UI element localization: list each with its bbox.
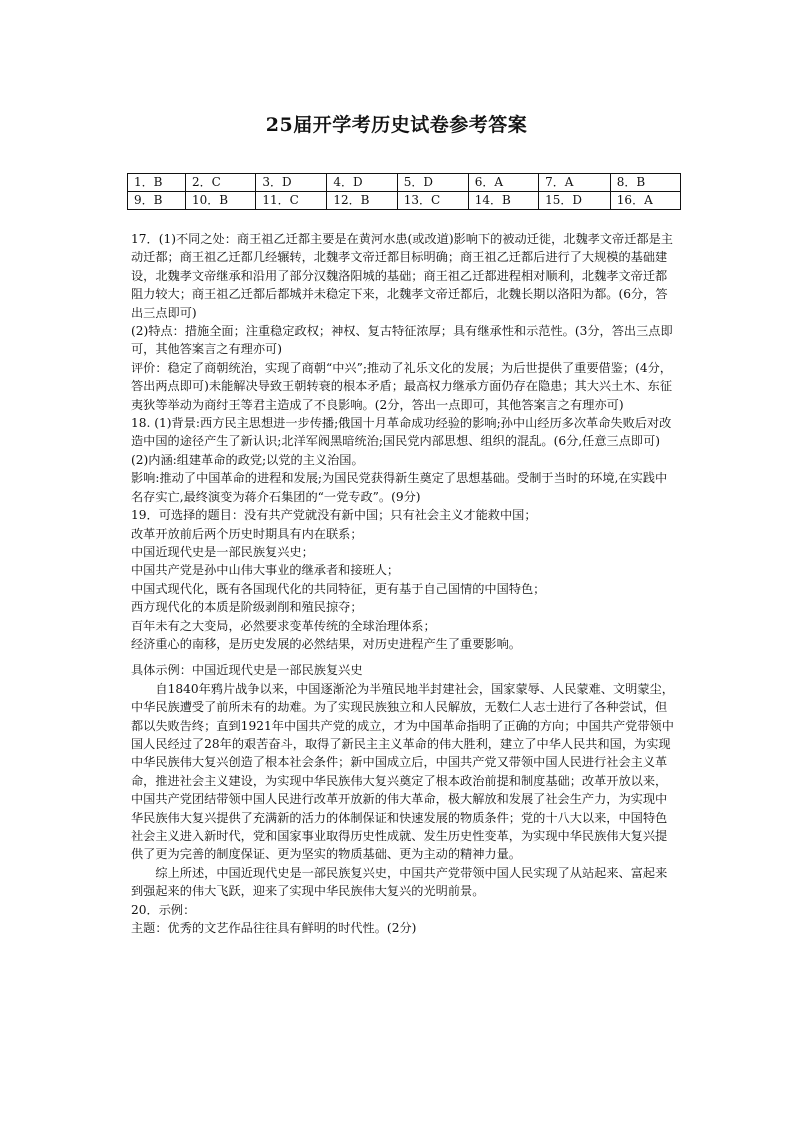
- page-title: 25届开学考历史试卷参考答案: [265, 114, 528, 136]
- answer-cell: 3．D: [256, 174, 327, 192]
- answer-cell: 13．C: [397, 192, 468, 210]
- spacer: [131, 653, 679, 661]
- q17-part1: 17．(1)不同之处：商王祖乙迁都主要是在黄河水患(或改道)影响下的被动迁徙，北魏孝文帝迁都是主动迁都；商王祖乙迁都几经辗转，北魏孝文帝迁都目标明确；商王祖乙迁都后进行了大规模的基础建设，北魏孝文帝继承和沿用了部分汉魏洛阳城的基础；商王祖乙迁都进程相对顺利，北魏孝文帝迁都阻力较大；商王祖乙迁都后都城并未稳定下来，北魏孝文帝迁都后，北魏长期以洛阳为都。(6分，答出三点即可): [131, 232, 673, 320]
- answer-explanations: [131, 230, 679, 937]
- q19-example-body: 自1840年鸦片战争以来，中国逐渐沦为半殖民地半封建社会，国家蒙辱、人民蒙难、文明蒙尘，中华民族遭受了前所未有的劫难。为了实现民族独立和人民解放，无数仁人志士进行了各种尝试，但都以失败告终；直到1921年中国共产党的成立，才为中国革命指明了正确的方向；中国共产党带领中国人民经过了28年的艰苦奋斗，取得了新民主主义革命的伟大胜利，建立了中华人民共和国，为实现中华民族伟大复兴创造了根本社会条件；新中国成立后，中国共产党又带领中国人民进行社会主义革命，推进社会主义建设，为实现中华民族伟大复兴奠定了根本政治前提和制度基础；改革开放以来，中国共产党团结带领中国人民进行改革开放新的伟大革命，极大解放和发展了社会生产力，为实现中华民族伟大复兴提供了充满新的活力的体制保证和快速发展的物质条件；党的十八大以来，中国特色社会主义进入新时代，党和国家事业取得历史性成就、发生历史性变革，为实现中华民族伟大复兴提供了更为完善的制度保证、更为坚实的物质基础、更为主动的精神力量。: [131, 681, 674, 862]
- q20-theme: 主题：优秀的文艺作品往往具有鲜明的时代性。(2分): [131, 921, 417, 936]
- answer-cell: 11．C: [256, 192, 327, 210]
- answer-cell: 8．B: [610, 174, 680, 192]
- q18-part2: (2)内涵:组建革命的政党;以党的主义治国。: [131, 452, 364, 467]
- answer-key-table: [127, 173, 681, 210]
- q19-example-conclusion: 综上所述，中国近现代史是一部民族复兴史，中国共产党带领中国人民实现了从站起来、富起来到强起来的伟大飞跃，迎来了实现中华民族伟大复兴的光明前景。: [131, 865, 668, 899]
- answer-cell: 7．A: [539, 174, 611, 192]
- q19-topic-item: 中国式现代化，既有各国现代化的共同特征，更有基于自己国情的中国特色；: [131, 581, 546, 596]
- answer-cell: 12．B: [327, 192, 397, 210]
- q19-topic-item: 中国近现代史是一部民族复兴史；: [131, 544, 314, 559]
- answer-cell: 6．A: [468, 174, 538, 192]
- q18-impact: 影响:推动了中国革命的进程和发展;为国民党获得新生奠定了思想基础。受制于当时的环境,在实践中名存实亡,最终演变为蒋介石集团的“一党专政”。(9分): [131, 471, 668, 504]
- answer-cell: 15．D: [539, 192, 611, 210]
- table-row: [128, 192, 681, 210]
- q17-part2: (2)特点：措施全面；注重稳定政权；神权、复古特征浓厚；具有继承性和示范性。(3分，答出三点即可，其他答案言之有理亦可): [131, 324, 673, 357]
- answer-cell: 4．D: [327, 174, 397, 192]
- q19-topic-item: 百年未有之大变局，必然要求变革传统的全球治理体系；: [131, 618, 436, 633]
- table-row: [128, 174, 681, 192]
- answer-cell: 9．B: [128, 192, 186, 210]
- q20-heading: 20．示例：: [131, 902, 196, 917]
- q19-topics: 19．可选择的题目：没有共产党就没有新中国；只有社会主义才能救中国；: [131, 508, 537, 523]
- answer-cell: 5．D: [397, 174, 468, 192]
- q18-part1: 18. (1)背景:西方民主思想进一步传播;俄国十月革命成功经验的影响;孙中山经历多次革命失败后对改造中国的途径产生了新认识;北洋军阀黑暗统治;国民党内部思想、组织的混乱。(6分,任意三点即可): [131, 416, 672, 449]
- q17-evaluation: 评价：稳定了商朝统治，实现了商朝“中兴”;推动了礼乐文化的发展；为后世提供了重要借鉴；(4分，答出两点即可)未能解决导致王朝转衰的根本矛盾；最高权力继承方面仍存在隐患；其大兴土木、东征夷狄等举动为商纣王等君主造成了不良影响。(2分，答出一点即可，其他答案言之有理亦可): [131, 360, 673, 412]
- q19-example-title: 具体示例：中国近现代史是一部民族复兴史: [131, 663, 363, 678]
- answer-cell: 14．B: [468, 192, 538, 210]
- q19-topic-item: 西方现代化的本质是阶级剥削和殖民掠夺；: [131, 600, 363, 615]
- q19-topic-item: 经济重心的南移，是历史发展的必然结果，对历史进程产生了重要影响。: [131, 636, 521, 651]
- answer-cell: 10．B: [185, 192, 255, 210]
- q19-topic-item: 改革开放前后两个历史时期具有内在联系；: [131, 526, 363, 541]
- answer-cell: 16．A: [610, 192, 680, 210]
- q19-topic-item: 中国共产党是孙中山伟大事业的继承者和接班人；: [131, 563, 400, 578]
- answer-cell: 1．B: [128, 174, 186, 192]
- answer-cell: 2．C: [185, 174, 255, 192]
